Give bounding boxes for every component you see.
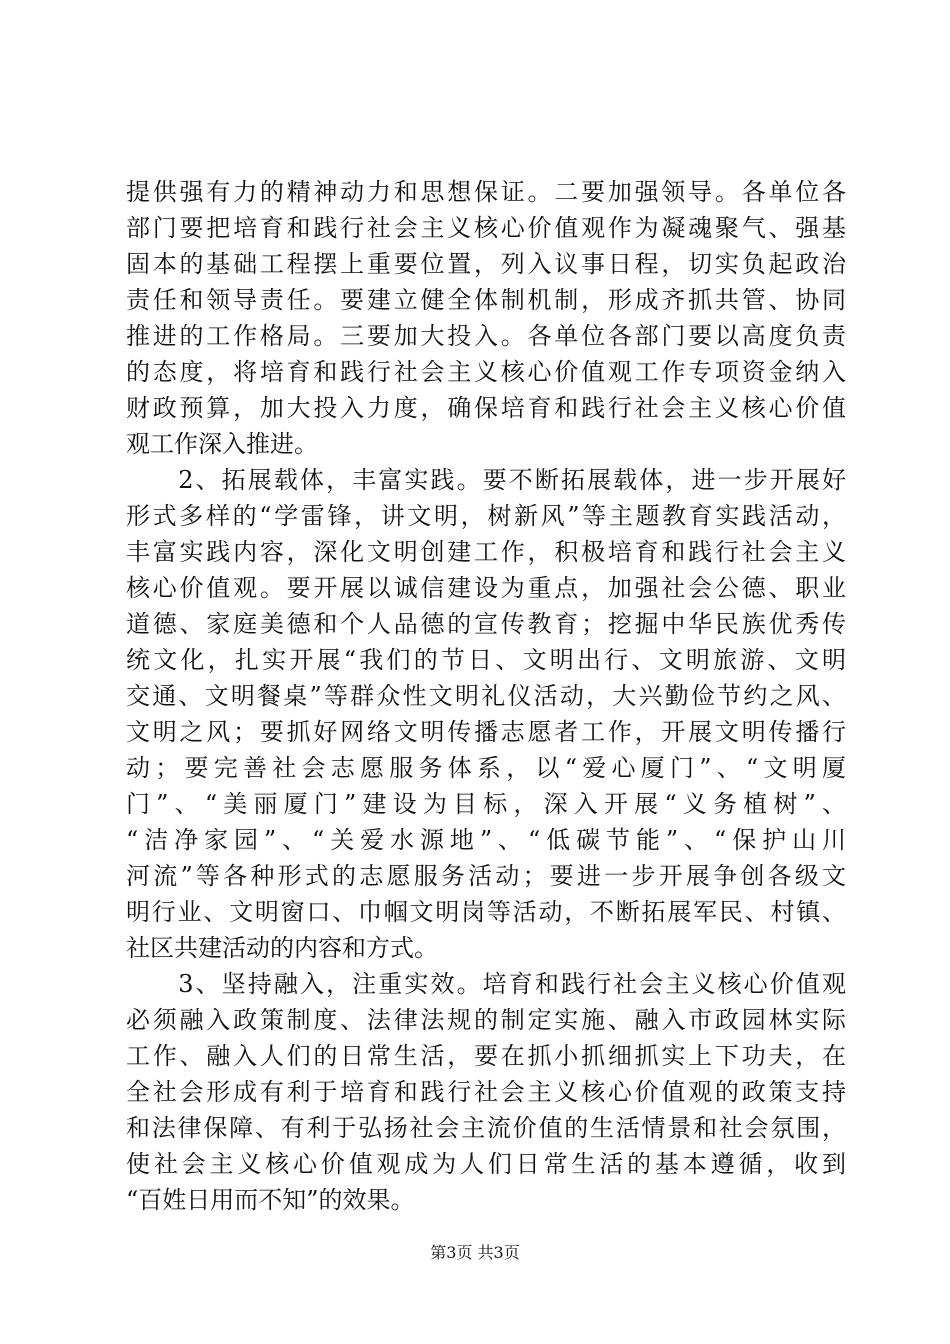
text-line: 推进的工作格局。三要加大投入。各单位各部门要以高度负责 [126, 322, 846, 350]
text-line: 形式多样的“学雷锋，讲文明，树新风”等主题教育实践活动， [126, 502, 846, 530]
text-line: 核心价值观。要开展以诚信建设为重点，加强社会公德、职业 [126, 574, 846, 602]
text-line: “百姓日用而不知”的效果。 [126, 1186, 415, 1214]
text-line: 统文化，扎实开展“我们的节日、文明出行、文明旅游、文明 [126, 646, 846, 674]
text-line: 动；要完善社会志愿服务体系，以“爱心厦门”、“文明厦 [126, 754, 846, 782]
text-line: “洁净家园”、“关爱水源地”、“低碳节能”、“保护山川 [126, 826, 846, 854]
text-line: 明行业、文明窗口、巾帼文明岗等活动，不断拓展军民、村镇、 [126, 898, 846, 926]
text-line: 文明之风；要抓好网络文明传播志愿者工作，开展文明传播行 [126, 718, 846, 746]
page-footer: 第3页 共3页 [430, 1243, 520, 1262]
text-line: 2、拓展载体，丰富实践。要不断拓展载体，进一步开展好 [126, 466, 846, 494]
text-line: 提供强有力的精神动力和思想保证。二要加强领导。各单位各 [126, 178, 846, 206]
text-line: 河流”等各种形式的志愿服务活动；要进一步开展争创各级文 [126, 862, 846, 890]
text-line: 道德、家庭美德和个人品德的宣传教育；挖掘中华民族优秀传 [126, 610, 846, 638]
text-line: 观工作深入推进。 [126, 430, 318, 458]
text-line: 必须融入政策制度、法律法规的制定实施、融入市政园林实际 [126, 1006, 846, 1034]
text-line: 工作、融入人们的日常生活，要在抓小抓细抓实上下功夫，在 [126, 1042, 846, 1070]
text-line: 部门要把培育和践行社会主义核心价值观作为凝魂聚气、强基 [126, 214, 846, 242]
document-body [126, 174, 846, 1218]
text-line: 使社会主义核心价值观成为人们日常生活的基本遵循，收到 [126, 1150, 846, 1178]
text-line: 的态度，将培育和践行社会主义核心价值观工作专项资金纳入 [126, 358, 846, 386]
text-line: 固本的基础工程摆上重要位置，列入议事日程，切实负起政治 [126, 250, 846, 278]
text-line: 3、坚持融入，注重实效。培育和践行社会主义核心价值观 [126, 970, 846, 998]
text-line: 门”、“美丽厦门”建设为目标，深入开展“义务植树”、 [126, 790, 846, 818]
text-line: 交通、文明餐桌”等群众性文明礼仪活动，大兴勤俭节约之风、 [126, 682, 846, 710]
text-line: 社区共建活动的内容和方式。 [126, 934, 438, 962]
text-line: 丰富实践内容，深化文明创建工作，积极培育和践行社会主义 [126, 538, 846, 566]
text-line: 财政预算，加大投入力度，确保培育和践行社会主义核心价值 [126, 394, 846, 422]
text-line: 责任和领导责任。要建立健全体制机制，形成齐抓共管、协同 [126, 286, 846, 314]
text-line: 全社会形成有利于培育和践行社会主义核心价值观的政策支持 [126, 1078, 846, 1106]
text-line: 和法律保障、有利于弘扬社会主流价值的生活情景和社会氛围， [126, 1114, 846, 1142]
